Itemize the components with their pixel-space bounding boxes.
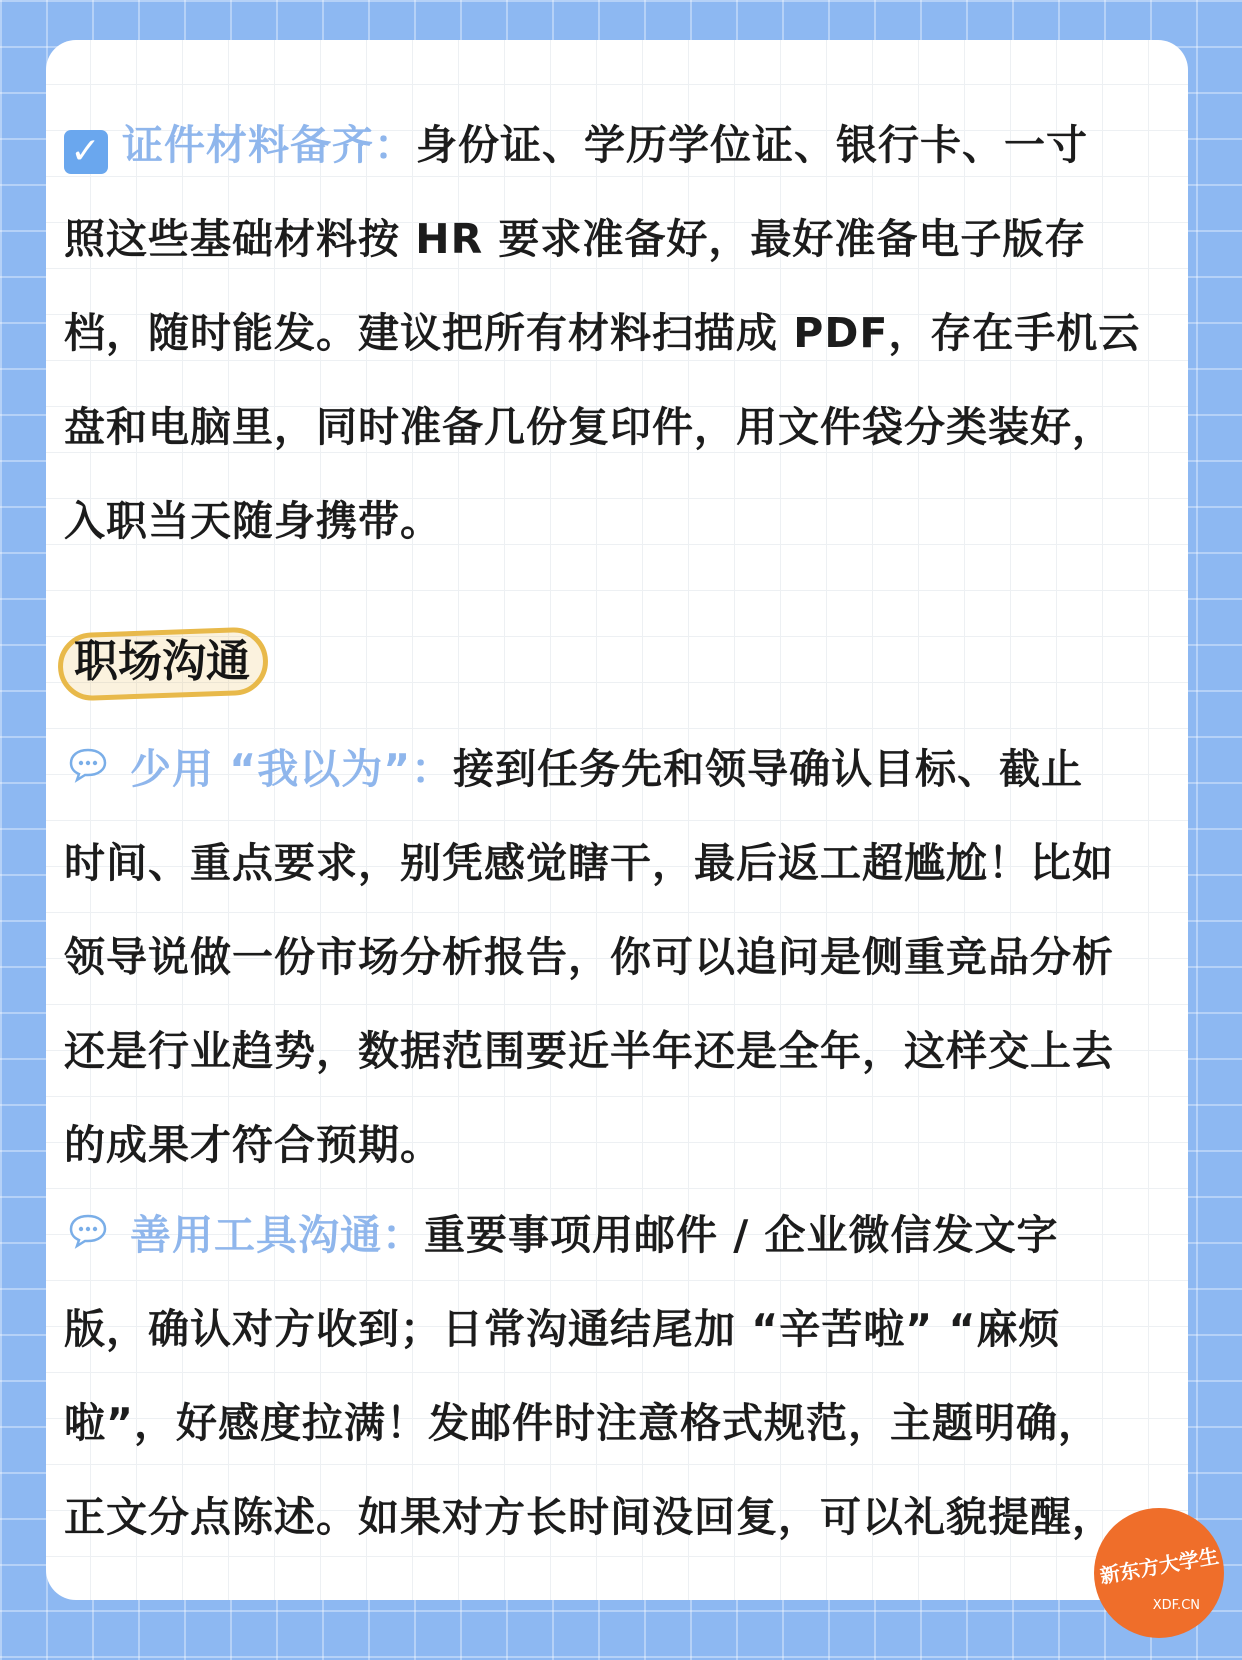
logo-text: 新东方大学生 (1098, 1543, 1221, 1589)
paragraph-line: 还是行业趋势，数据范围要近半年还是全年，这样交上去 (64, 1027, 1114, 1075)
paragraph-line: 版，确认对方收到；日常沟通结尾加 “辛苦啦” “麻烦 (64, 1305, 1061, 1353)
paragraph-tools (64, 1188, 1176, 1564)
speech-bubble-icon (68, 751, 108, 781)
checkbox-icon: ✓ (64, 130, 108, 174)
content-card (46, 40, 1188, 1600)
paragraph-line: 盘和电脑里，同时准备几份复印件，用文件袋分类装好， (64, 403, 1114, 451)
paragraph-line: 入职当天随身携带。 (64, 497, 442, 545)
paragraph-line: 时间、重点要求，别凭感觉瞎干，最后返工超尴尬！比如 (64, 839, 1114, 887)
section-heading: 职场沟通 (64, 620, 250, 704)
paragraph-documents (64, 98, 1176, 568)
paragraph-line: 啦”，好感度拉满！发邮件时注意格式规范，主题明确， (64, 1399, 1100, 1447)
paragraph-line: 照这些基础材料按 HR 要求准备好，最好准备电子版存 (64, 215, 1087, 263)
paragraph-lead: 少用 “我以为”： (130, 745, 454, 793)
paragraph-line: 善用工具沟通：重要事项用邮件 / 企业微信发文字 (64, 1188, 1176, 1282)
paragraph-lead: 证件材料备齐： (122, 121, 416, 169)
paragraph-line: 领导说做一份市场分析报告，你可以追问是侧重竞品分析 (64, 933, 1114, 981)
paragraph-line: 少用 “我以为”：接到任务先和领导确认目标、截止 (64, 722, 1176, 816)
paragraph-lead: 善用工具沟通： (130, 1211, 424, 1259)
paragraph-line: ✓ 证件材料备齐：身份证、学历学位证、银行卡、一寸 (64, 98, 1176, 192)
logo-subtext: XDF.CN (1152, 1598, 1200, 1613)
brand-logo (1094, 1508, 1224, 1638)
speech-bubble-icon (68, 1217, 108, 1247)
paragraph-line: 档，随时能发。建议把所有材料扫描成 PDF，存在手机云 (64, 309, 1141, 357)
paragraph-clarify (64, 722, 1176, 1192)
paragraph-line: 正文分点陈述。如果对方长时间没回复，可以礼貌提醒， (64, 1493, 1114, 1541)
paragraph-line: 的成果才符合预期。 (64, 1121, 442, 1169)
